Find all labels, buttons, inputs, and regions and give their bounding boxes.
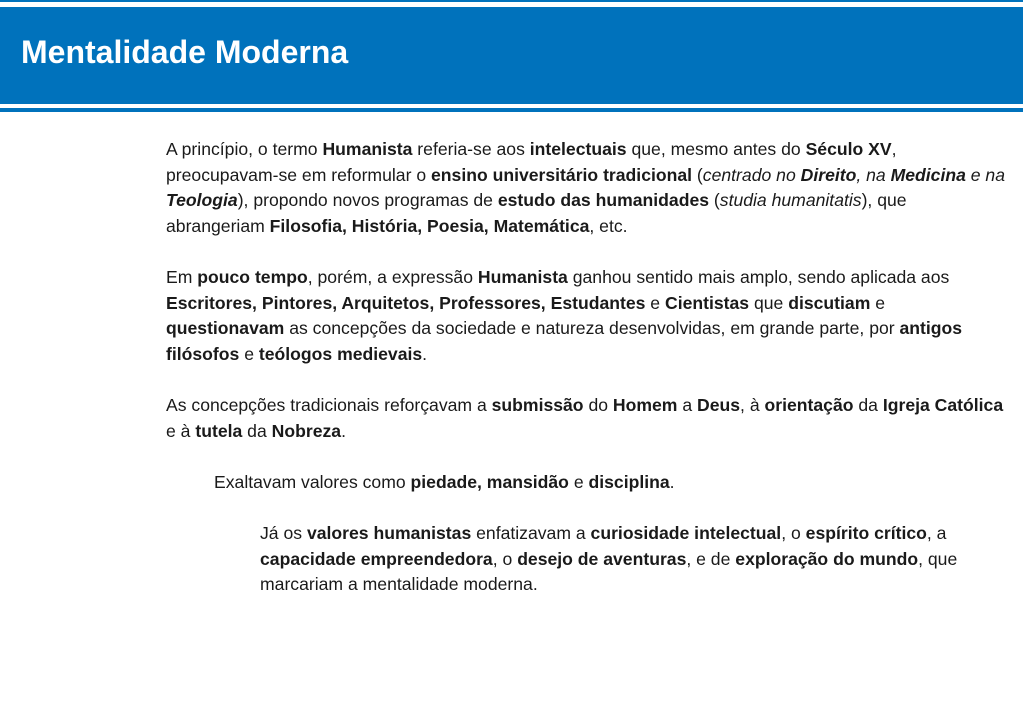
bold-term: antigos filósofos (166, 318, 963, 364)
header-bottom-rule (0, 108, 1023, 112)
bold-term: ensino universitário tradicional (431, 164, 693, 185)
bold-term: submissão (491, 394, 584, 415)
bold-term: valores humanistas (306, 522, 472, 543)
text-run: A princípio, o termo (166, 139, 323, 159)
bold-term: discutiam (788, 292, 871, 313)
bold-term: questionavam (166, 318, 285, 339)
paragraph-humanista-origem (166, 137, 1006, 239)
text-run: , etc. (589, 215, 628, 236)
text-run: . (669, 471, 675, 492)
bold-italic-term (801, 165, 857, 185)
text-run: Já os (260, 522, 307, 543)
italic-run: studia humanitatis (719, 190, 862, 211)
bold-term: disciplina (588, 471, 670, 492)
text-run: , a (926, 522, 947, 543)
paragraph-spacer (166, 444, 1006, 470)
bold-term: Escritores, Pintores, Arquitetos, Professores, Estudantes (166, 292, 646, 313)
text-run: , o (781, 522, 806, 543)
text-run: ), que abrangeriam (166, 190, 907, 236)
bold-term: Nobreza (271, 420, 342, 441)
text-run: e (239, 343, 259, 364)
paragraph-concepcoes-tradicionais (166, 393, 1006, 444)
text-run: enfatizavam a (471, 522, 591, 543)
text-run: ( (692, 164, 703, 185)
bold-term: Cientistas (664, 292, 750, 313)
bold-term: Deus (697, 394, 741, 415)
bold-term: Humanista (477, 266, 568, 287)
bold-term: estudo das humanidades (497, 190, 710, 211)
text-run: da (242, 420, 272, 441)
text-run: , e de (686, 548, 736, 569)
text-run: , o (492, 548, 518, 569)
text-run: ganhou sentido mais amplo, sendo aplicada aos (567, 266, 950, 287)
text-run: , porém, a expressão (307, 266, 478, 287)
bold-term: tutela (195, 420, 243, 441)
bold-term: Filosofia, História, Poesia, Matemática (269, 215, 590, 236)
text-run: que (749, 292, 789, 313)
slide-title: Mentalidade Moderna (21, 34, 349, 70)
bold-term: teólogos medievais (258, 343, 423, 364)
italic-run: , na (856, 164, 891, 185)
bold-term: pouco tempo (197, 266, 308, 287)
bold-term: desejo de aventuras (517, 548, 687, 569)
paragraph-valores-humanistas (166, 521, 1006, 598)
text-run: e (568, 471, 589, 492)
slide-body (166, 137, 1006, 598)
text-run: . (341, 420, 346, 441)
text-run: Exaltavam valores como (214, 471, 411, 492)
paragraph-spacer (166, 495, 1006, 521)
bold-term: Homem (612, 394, 678, 415)
text-run: Em (166, 266, 198, 287)
text-run: , que marcariam a mentalidade moderna. (260, 548, 958, 595)
italic-run: e na (965, 164, 1006, 185)
header-top-rule (0, 0, 1023, 2)
bold-term: piedade, mansidão (410, 471, 569, 492)
italic-run: Direito (800, 164, 857, 185)
text-run: e (870, 292, 886, 313)
text-run: as concepções da sociedade e natureza desenvolvidas, em grande parte, por (284, 318, 900, 339)
text-run: e à (166, 420, 196, 441)
italic-run: Medicina (890, 164, 966, 185)
text-run: ( (709, 190, 720, 211)
bold-italic-term (891, 165, 966, 185)
bold-term: curiosidade intelectual (590, 522, 782, 543)
text-run: referia-se aos (412, 139, 530, 159)
paragraph-spacer (166, 367, 1006, 393)
paragraph-valores-tradicionais (166, 470, 1006, 496)
bold-term: Humanista (322, 139, 413, 159)
bold-term: espírito crítico (805, 522, 927, 543)
text-run: As concepções tradicionais reforçavam a (166, 394, 492, 415)
text-run: e (645, 292, 665, 313)
italic-run: Teologia (166, 190, 238, 211)
text-run: . (422, 343, 428, 364)
text-run: ), propondo novos programas de (237, 190, 498, 211)
bold-term: intelectuais (529, 139, 627, 159)
italic-run: centrado no (702, 164, 801, 185)
bold-term: Igreja Católica (882, 394, 1004, 415)
text-run: da (853, 394, 883, 415)
text-run: , preocupavam-se em reformular o (166, 139, 897, 185)
bold-term: orientação (764, 394, 854, 415)
text-run: do (583, 394, 613, 415)
bold-term: exploração do mundo (735, 548, 919, 569)
paragraph-humanista-ampliado (166, 265, 1006, 367)
bold-italic-term (166, 190, 238, 210)
bold-term: capacidade empreendedora (260, 548, 493, 569)
text-run: , à (740, 394, 765, 415)
paragraph-spacer (166, 239, 1006, 265)
bold-term: Século XV (805, 139, 892, 159)
text-run: que, mesmo antes do (626, 139, 806, 159)
text-run: a (677, 394, 698, 415)
